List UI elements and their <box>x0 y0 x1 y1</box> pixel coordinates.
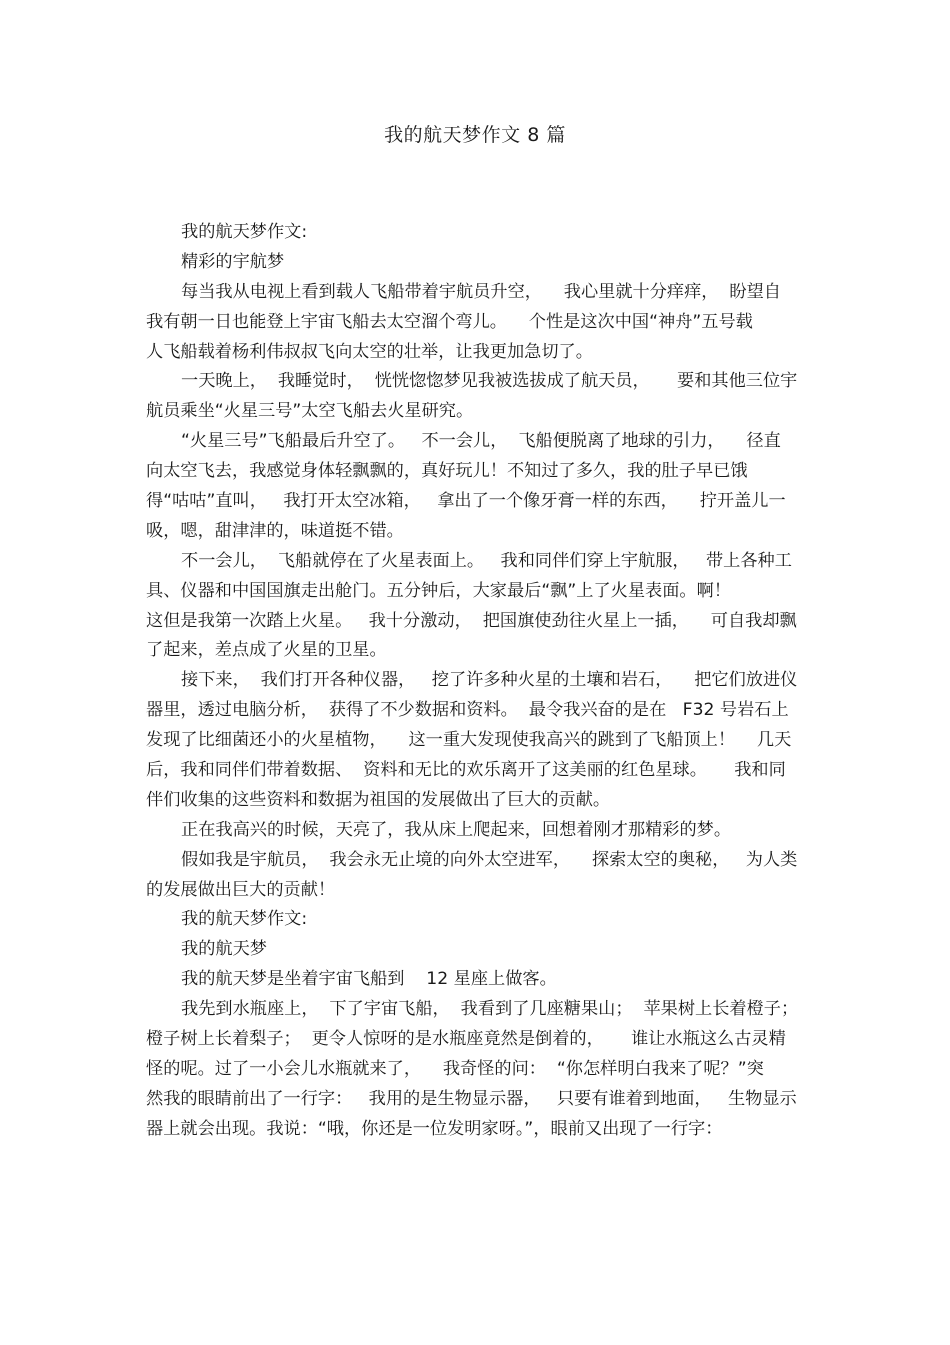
text-line: 接下来， 我们打开各种仪器， 挖了许多种火星的土壤和岩石， 把它们放进仪 <box>181 670 798 691</box>
text-line: 的发展做出巨大的贡献！ <box>146 879 336 900</box>
text-line: 器上就会出现。我说：“哦，你还是一位发明家呀。”，眼前又出现了一行字： <box>146 1118 723 1139</box>
text-line: 我有朝一日也能登上宇宙飞船去太空溜个弯儿。 个性是这次中国“神舟”五号载 <box>146 311 753 332</box>
text-line: 不一会儿， 飞船就停在了火星表面上。 我和同伴们穿上宇航服， 带上各种工 <box>181 550 792 571</box>
text-line: 人飞船载着杨利伟叔叔飞向太空的壮举，让我更加急切了。 <box>146 341 593 362</box>
text-line: 得“咕咕”直叫， 我打开太空冰箱， 拿出了一个像牙膏一样的东西， 拧开盖儿一 <box>146 491 786 512</box>
text-line: 假如我是宇航员， 我会永无止境的向外太空进军， 探索太空的奥秘， 为人类 <box>181 849 798 870</box>
text-line: 这但是我第一次踏上火星。 我十分激动， 把国旗使劲往火星上一插， 可自我却飘 <box>146 610 797 631</box>
text-line: 橙子树上长着梨子； 更令人惊呀的是水瓶座竟然是倒着的， 谁让水瓶这么古灵精 <box>146 1029 786 1050</box>
text-line: 伴们收集的这些资料和数据为祖国的发展做出了巨大的贡献。 <box>146 789 611 810</box>
document-body <box>146 218 806 1145</box>
text-line: 航员乘坐“火星三号”太空飞船去火星研究。 <box>146 401 474 422</box>
text-line: 正在我高兴的时候，天亮了，我从床上爬起来，回想着刚才那精彩的梦。 <box>181 819 732 840</box>
text-line: 了起来，差点成了火星的卫星。 <box>146 640 387 661</box>
text-line: 一天晚上， 我睡觉时， 恍恍惚惚梦见我被选拔成了航天员， 要和其他三位宇 <box>181 371 798 392</box>
text-line: 我先到水瓶座上， 下了宇宙飞船， 我看到了几座糖果山； 苹果树上长着橙子； <box>181 999 799 1020</box>
text-line: “火星三号”飞船最后升空了。 不一会儿， 飞船便脱离了地球的引力， 径直 <box>181 431 781 452</box>
text-line: 向太空飞去，我感觉身体轻飘飘的，真好玩儿！不知过了多久，我的肚子早已饿 <box>146 461 748 482</box>
text-line: 我的航天梦 <box>181 939 267 960</box>
text-line: 怪的呢。过了一小会儿水瓶就来了， 我奇怪的问： “你怎样明白我来了呢？”突 <box>146 1058 764 1079</box>
text-line: 具、仪器和中国国旗走出舱门。五分钟后，大家最后“飘”上了火星表面。啊！ <box>146 580 731 601</box>
text-line: 我的航天梦作文: <box>181 222 308 242</box>
text-line: 我的航天梦是坐着宇宙飞船到 12 星座上做客。 <box>181 969 557 990</box>
text-line: 后，我和同伴们带着数据、 资料和无比的欢乐离开了这美丽的红色星球。 我和同 <box>146 760 786 781</box>
document-title: 我的航天梦作文 8 篇 <box>384 124 566 146</box>
text-line: 然我的眼睛前出了一行字： 我用的是生物显示器， 只要有谁着到地面， 生物显示 <box>146 1088 797 1109</box>
text-line: 我的航天梦作文: <box>181 909 308 930</box>
text-line: 器里，透过电脑分析， 获得了不少数据和资料。 最令我兴奋的是在 F32 号岩石上 <box>146 700 789 721</box>
text-line: 发现了比细菌还小的火星植物， 这一重大发现使我高兴的跳到了飞船顶上！ 几天 <box>146 730 792 751</box>
text-line: 每当我从电视上看到载人飞船带着宇航员升空， 我心里就十分痒痒， 盼望自 <box>181 281 781 302</box>
text-line: 吸，嗯，甜津津的，味道挺不错。 <box>146 520 404 541</box>
text-line: 精彩的宇航梦 <box>181 251 285 272</box>
